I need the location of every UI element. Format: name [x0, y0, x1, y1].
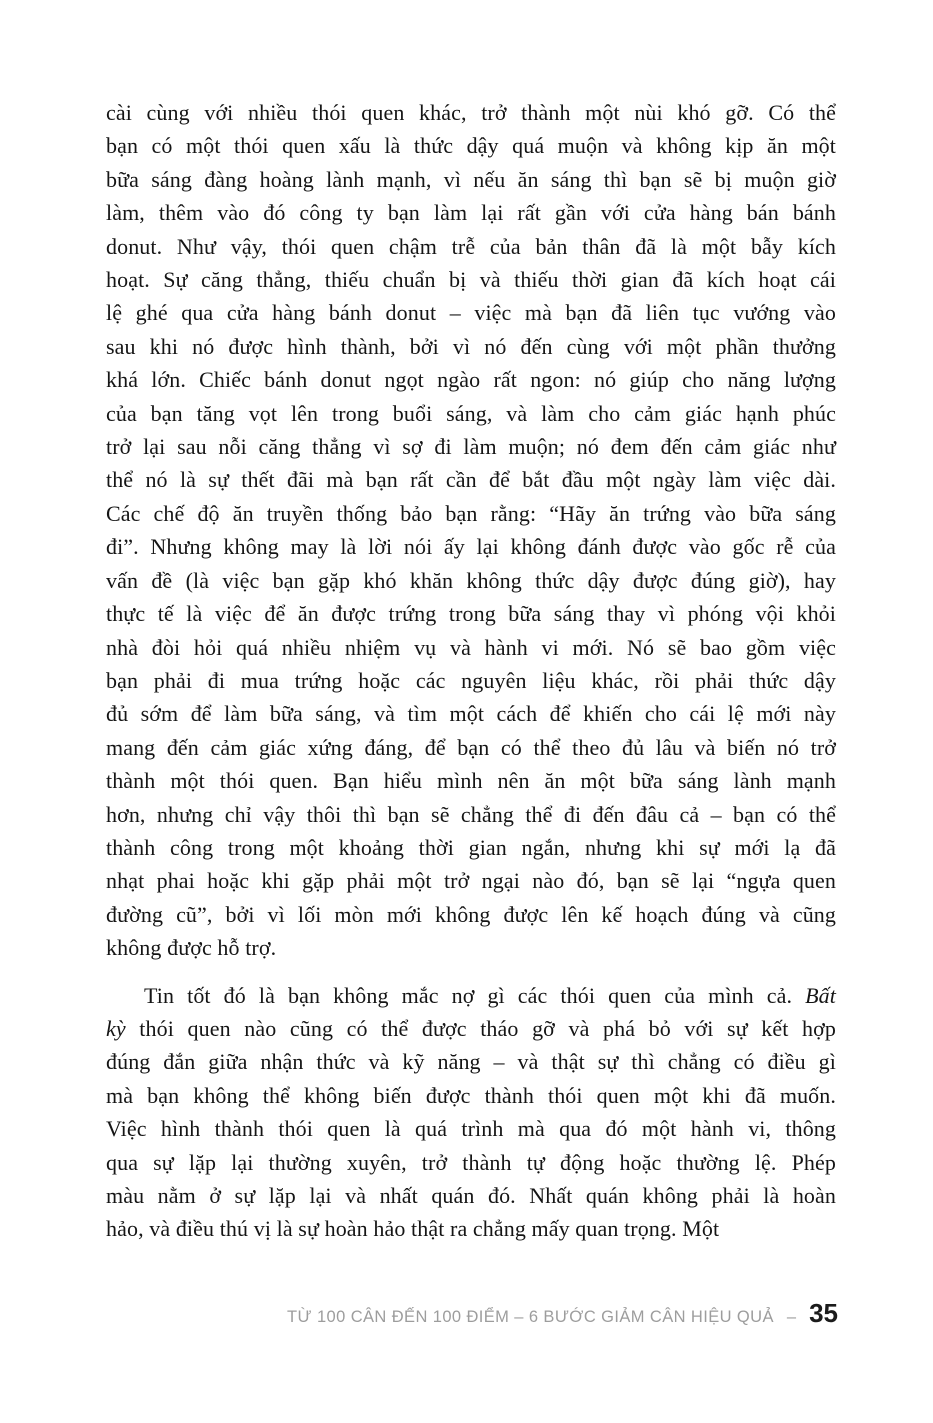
- body-text: mà bạn không thể không biến được thành thói quen một khi đã muốn.: [106, 1082, 836, 1108]
- text-line: [106, 163, 836, 196]
- body-text: Việc hình thành thói quen là quá trình mà qua đó một hành vi, thông: [106, 1116, 836, 1142]
- footer-separator: –: [786, 1308, 797, 1326]
- text-line: [106, 1179, 836, 1212]
- text-line: [106, 230, 836, 263]
- text-line: [106, 864, 836, 897]
- body-text: nhà đòi hỏi quá nhiều nhiệm vụ và hành vi mới. Nó sẽ bao gồm việc: [106, 634, 836, 660]
- text-line: [106, 1212, 836, 1245]
- body-text: sau khi nó được hình thành, bởi vì nó đến cùng với một phần thưởng: [106, 333, 836, 359]
- body-text: bạn phải đi mua trứng hoặc các nguyên liệu khác, rồi phải thức dậy: [106, 667, 836, 693]
- text-line: [106, 196, 836, 229]
- text-line: [106, 397, 836, 430]
- body-text: hoạt. Sự căng thẳng, thiếu chuẩn bị và thiếu thời gian đã kích hoạt cái: [106, 267, 836, 293]
- page-number: 35: [809, 1298, 838, 1328]
- text-line: [106, 1146, 836, 1179]
- text-line: [106, 631, 836, 664]
- body-text: khá lớn. Chiếc bánh donut ngọt ngào rất ngon: nó giúp cho năng lượng: [106, 367, 836, 393]
- body-text: vấn đề (là việc bạn gặp khó khăn không thức dậy được đúng giờ), hay: [106, 567, 836, 593]
- italic-text: Bất: [805, 982, 836, 1008]
- text-line: [106, 731, 836, 764]
- text-line: [106, 597, 836, 630]
- body-text: trở lại sau nỗi căng thẳng vì sợ đi làm muộn; nó đem đến cảm giác như: [106, 434, 836, 460]
- text-line: [106, 564, 836, 597]
- body-text: thành công trong một khoảng thời gian ngắn, nhưng khi sự mới lạ đã: [106, 834, 836, 860]
- text-line: [106, 296, 836, 329]
- body-text: qua sự lặp lại thường xuyên, trở thành tự động hoặc thường lệ. Phép: [106, 1149, 836, 1175]
- text-line: [106, 363, 836, 396]
- text-line: [106, 129, 836, 162]
- body-text: màu nằm ở sự lặp lại và nhất quán đó. Nhất quán không phải là hoàn: [106, 1183, 836, 1208]
- body-text: của bạn tăng vọt lên trong buổi sáng, và làm cho cảm giác hạnh phúc: [106, 400, 836, 426]
- text-line: [106, 764, 836, 797]
- text-line: [106, 1112, 836, 1145]
- text-line: [106, 1012, 836, 1045]
- text-line: [106, 263, 836, 296]
- body-text: bạn có một thói quen xấu là thức dậy quá muộn và không kịp ăn một: [106, 133, 836, 159]
- text-line: [106, 664, 836, 697]
- page-footer: [287, 1298, 838, 1329]
- text-line: [106, 430, 836, 463]
- paragraph: [106, 96, 836, 965]
- text-line: [106, 898, 836, 931]
- body-text: thói quen nào cũng có thể được tháo gỡ và phá bỏ với sự kết hợp: [125, 1015, 836, 1041]
- body-text: Tin tốt đó là bạn không mắc nợ gì các thói quen của mình cả.: [144, 982, 806, 1008]
- text-line: [106, 1045, 836, 1078]
- body-text: donut. Như vậy, thói quen chậm trễ của bản thân đã là một bẫy kích: [106, 233, 836, 259]
- paragraph: [106, 979, 836, 1246]
- body-text: hảo, và điều thú vị là sự hoàn hảo thật ra chẳng mấy quan trọng. Một: [106, 1216, 720, 1242]
- body-text: hơn, nhưng chỉ vậy thôi thì bạn sẽ chẳng thể đi đến đâu cả – bạn có thể: [106, 801, 836, 827]
- body-text: đường cũ”, bởi vì lối mòn mới không được lên kế hoạch đúng và cũng: [106, 901, 836, 927]
- text-line: [106, 463, 836, 496]
- body-text: bữa sáng đàng hoàng lành mạnh, vì nếu ăn sáng thì bạn sẽ bị muộn giờ: [106, 166, 836, 192]
- body-text: lệ ghé qua cửa hàng bánh donut – việc mà bạn đã liên tục vướng vào: [106, 300, 836, 326]
- text-line: [106, 979, 836, 1012]
- paragraphs: [106, 96, 836, 1246]
- text-line: [106, 530, 836, 563]
- body-text: thành một thói quen. Bạn hiểu mình nên ăn một bữa sáng lành mạnh: [106, 768, 836, 794]
- body-text: mang đến cảm giác xứng đáng, để bạn có thể theo đủ lâu và biến nó trở: [106, 734, 836, 760]
- text-line: [106, 497, 836, 530]
- page-body: [106, 96, 836, 1246]
- text-line: [106, 831, 836, 864]
- body-text: đúng đắn giữa nhận thức và kỹ năng – và thật sự thì chẳng có điều gì: [106, 1049, 836, 1075]
- text-line: [106, 697, 836, 730]
- text-line: [106, 931, 836, 964]
- body-text: nhạt phai hoặc khi gặp phải một trở ngại nào đó, bạn sẽ lại “ngựa quen: [106, 868, 836, 894]
- body-text: không được hỗ trợ.: [106, 935, 277, 961]
- body-text: thực tế là việc để ăn được trứng trong bữa sáng thay vì phóng vội khỏi: [106, 601, 836, 627]
- body-text: đủ sớm để làm bữa sáng, và tìm một cách để khiến cho cái lệ mới này: [106, 701, 836, 727]
- body-text: Các chế độ ăn truyền thống bảo bạn rằng: “Hãy ăn trứng vào bữa sáng: [106, 500, 836, 526]
- text-line: [106, 96, 836, 129]
- body-text: cài cùng với nhiều thói quen khác, trở thành một nùi khó gỡ. Có thể: [106, 100, 836, 125]
- body-text: làm, thêm vào đó công ty bạn làm lại rất gần với cửa hàng bán bánh: [106, 200, 836, 226]
- text-line: [106, 330, 836, 363]
- body-text: đi”. Nhưng không may là lời nói ấy lại không đánh được vào gốc rễ của: [106, 534, 836, 560]
- text-line: [106, 798, 836, 831]
- running-footer-title: TỪ 100 CÂN ĐẾN 100 ĐIỂM – 6 BƯỚC GIẢM CÂN HIỆU QUẢ: [287, 1308, 774, 1326]
- body-text: thể nó là sự thết đãi mà bạn rất cần để bắt đầu một ngày làm việc dài.: [106, 467, 836, 493]
- text-line: [106, 1079, 836, 1112]
- italic-text: kỳ: [106, 1015, 126, 1041]
